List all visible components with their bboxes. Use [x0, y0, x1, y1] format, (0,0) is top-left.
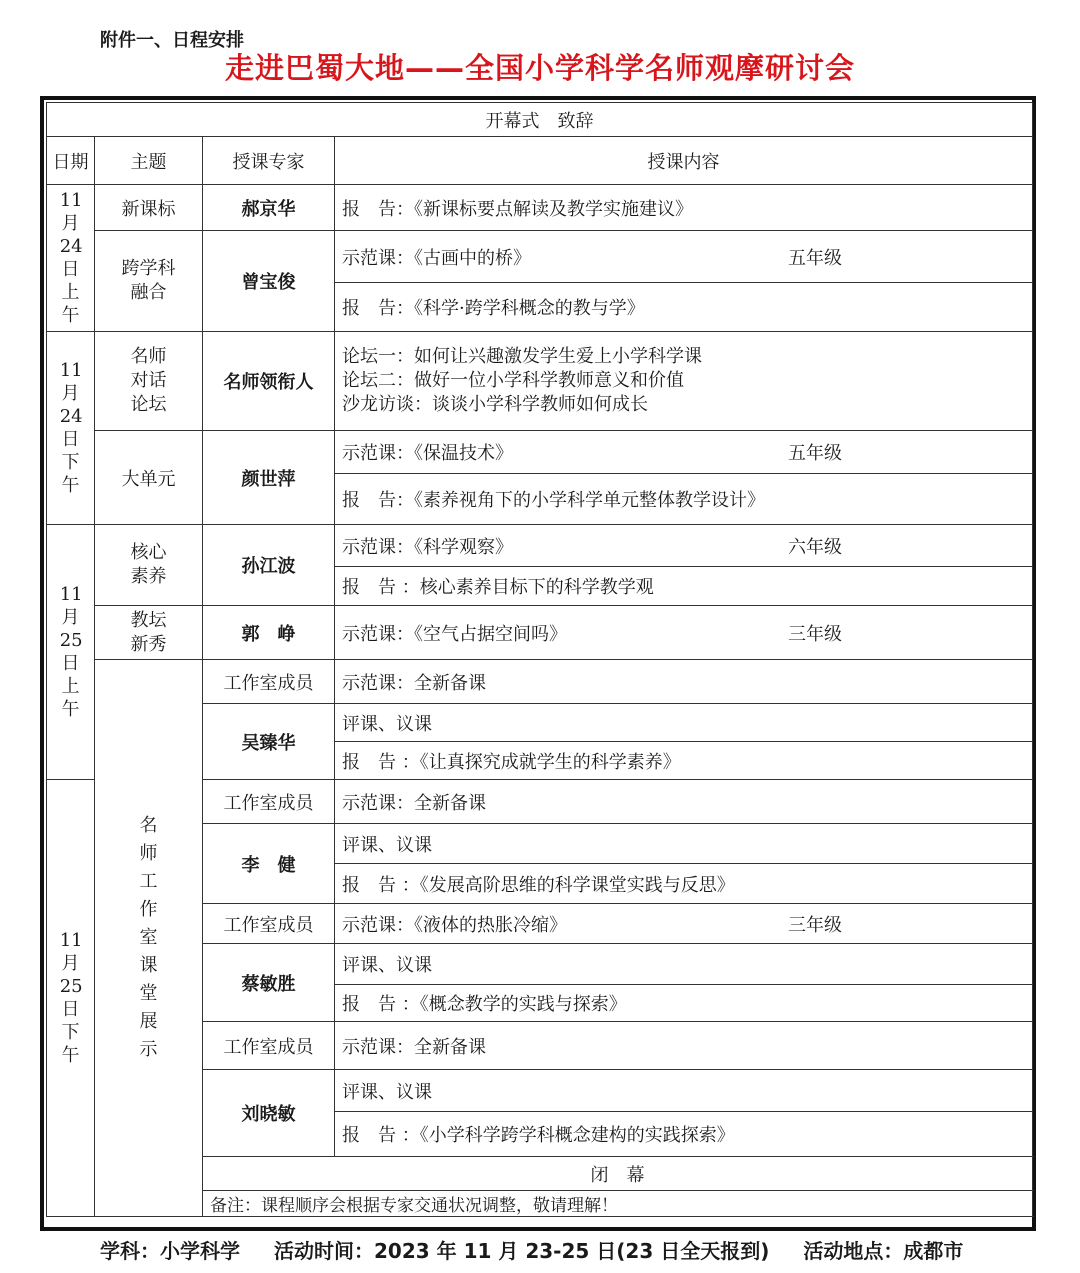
page-title: 走进巴蜀大地——全国小学科学名师观摩研讨会: [224, 51, 855, 85]
grade-text: 五年级: [788, 247, 842, 269]
content-text: 示范课：《科学观察》: [342, 536, 513, 558]
date-cell-d2: [47, 332, 95, 525]
expert-cell: 孙江波: [203, 525, 335, 606]
attachment-label: 附件一、日程安排: [100, 30, 244, 51]
col-header-expert: 授课专家: [203, 137, 335, 185]
topic-text: 名师工作室课堂展示: [139, 815, 158, 1060]
forum-line: 论坛一：如何让兴趣激发学生爱上小学科学课: [342, 346, 702, 367]
table-row: [47, 431, 1033, 474]
expert-cell: 郝京华: [203, 185, 335, 231]
content-cell: 报 告 ：核心素养目标下的科学教学观: [335, 567, 1033, 606]
date-cell-d3: [47, 525, 95, 780]
content-cell: [335, 525, 1033, 567]
content-cell: 报 告 ：《让真探究成就学生的科学素养》: [335, 742, 1033, 780]
topic-cell: [95, 332, 203, 431]
expert-cell: 工作室成员: [203, 780, 335, 824]
content-text: 示范课：《保温技术》: [342, 443, 513, 464]
date-text: 11月25日下午: [59, 930, 83, 1066]
expert-cell: 蔡敏胜: [203, 944, 335, 1022]
expert-cell: 曾宝俊: [203, 231, 335, 332]
content-cell: [335, 431, 1033, 474]
content-cell: [335, 904, 1033, 944]
content-text: 示范课：《液体的热胀冷缩》: [342, 914, 567, 936]
table-row: [47, 332, 1033, 431]
col-header-content: 授课内容: [335, 137, 1033, 185]
topic-cell: [95, 525, 203, 606]
table-row: [47, 185, 1033, 231]
topic-cell: [95, 606, 203, 660]
content-cell: 示范课：全新备课: [335, 660, 1033, 704]
grade-text: 六年级: [788, 536, 842, 558]
content-cell: 报 告：《科学·跨学科概念的教与学》: [335, 283, 1033, 332]
footer: [100, 1235, 963, 1264]
expert-cell: 刘晓敏: [203, 1070, 335, 1157]
content-cell: 报 告 ：《发展高阶思维的科学课堂实践与反思》: [335, 864, 1033, 904]
content-text: 示范课：《空气占据空间吗》: [342, 623, 567, 645]
col-header-topic: 主题: [95, 137, 203, 185]
expert-cell: 名师领衔人: [203, 332, 335, 431]
topic-cell: 新课标: [95, 185, 203, 231]
date-text: 11月24日下午: [59, 360, 83, 496]
content-cell: 报 告：《素养视角下的小学科学单元整体教学设计》: [335, 474, 1033, 525]
content-cell: 报 告 ：《小学科学跨学科概念建构的实践探索》: [335, 1112, 1033, 1157]
topic-text: 跨学科融合: [121, 258, 176, 303]
expert-cell: 郭 峥: [203, 606, 335, 660]
content-cell: 评课、议课: [335, 824, 1033, 864]
expert-cell: 工作室成员: [203, 1022, 335, 1070]
forum-line: 沙龙访谈：谈谈小学科学教师如何成长: [342, 394, 648, 415]
content-cell: [335, 332, 1033, 431]
content-cell: 报 告：《新课标要点解读及教学实施建议》: [335, 185, 1033, 231]
closing-cell: 闭 幕: [203, 1157, 1033, 1191]
header-row: [47, 137, 1033, 185]
footer-subject: 学科：小学科学: [100, 1239, 240, 1263]
expert-cell: 吴臻华: [203, 704, 335, 780]
footer-time: 活动时间：2023 年 11 月 23-25 日(23 日全天报到): [274, 1239, 770, 1263]
date-text: 11月24日上午: [59, 190, 83, 326]
grade-text: 五年级: [788, 443, 842, 464]
table-row: [47, 525, 1033, 567]
expert-cell: 颜世萍: [203, 431, 335, 525]
table-row: [47, 660, 1033, 704]
content-cell: 评课、议课: [335, 944, 1033, 985]
table-row: [47, 606, 1033, 660]
topic-cell-studio: [95, 660, 203, 1217]
date-text: 11月25日上午: [59, 584, 83, 720]
content-cell: 报 告 ：《概念教学的实践与探索》: [335, 985, 1033, 1022]
forum-line: 论坛二：做好一位小学科学教师意义和价值: [342, 370, 684, 391]
note-cell: 备注：课程顺序会根据专家交通状况调整，敬请理解！: [203, 1191, 1033, 1217]
topic-text: 名师对话论坛: [130, 346, 167, 415]
topic-cell: [95, 231, 203, 332]
content-cell: [335, 231, 1033, 283]
date-cell-d1: [47, 185, 95, 332]
content-cell: 评课、议课: [335, 704, 1033, 742]
content-cell: 示范课：全新备课: [335, 780, 1033, 824]
grade-text: 三年级: [788, 914, 842, 936]
expert-cell: 工作室成员: [203, 660, 335, 704]
grade-text: 三年级: [788, 623, 842, 645]
topic-text: 核心素养: [130, 542, 167, 587]
opening-row: [47, 103, 1033, 137]
content-cell: [335, 606, 1033, 660]
date-cell-d4: [47, 780, 95, 1217]
footer-place: 活动地点：成都市: [803, 1239, 964, 1263]
topic-cell: 大单元: [95, 431, 203, 525]
content-cell: 示范课：全新备课: [335, 1022, 1033, 1070]
content-cell: 评课、议课: [335, 1070, 1033, 1112]
topic-text: 教坛新秀: [130, 609, 167, 655]
expert-cell: 李 健: [203, 824, 335, 904]
expert-cell: 工作室成员: [203, 904, 335, 944]
content-text: 示范课：《古画中的桥》: [342, 247, 531, 269]
col-header-date: 日期: [47, 137, 95, 185]
table-row: [47, 231, 1033, 283]
opening-cell: 开幕式 致辞: [47, 103, 1033, 137]
schedule-table: [46, 102, 1033, 1217]
